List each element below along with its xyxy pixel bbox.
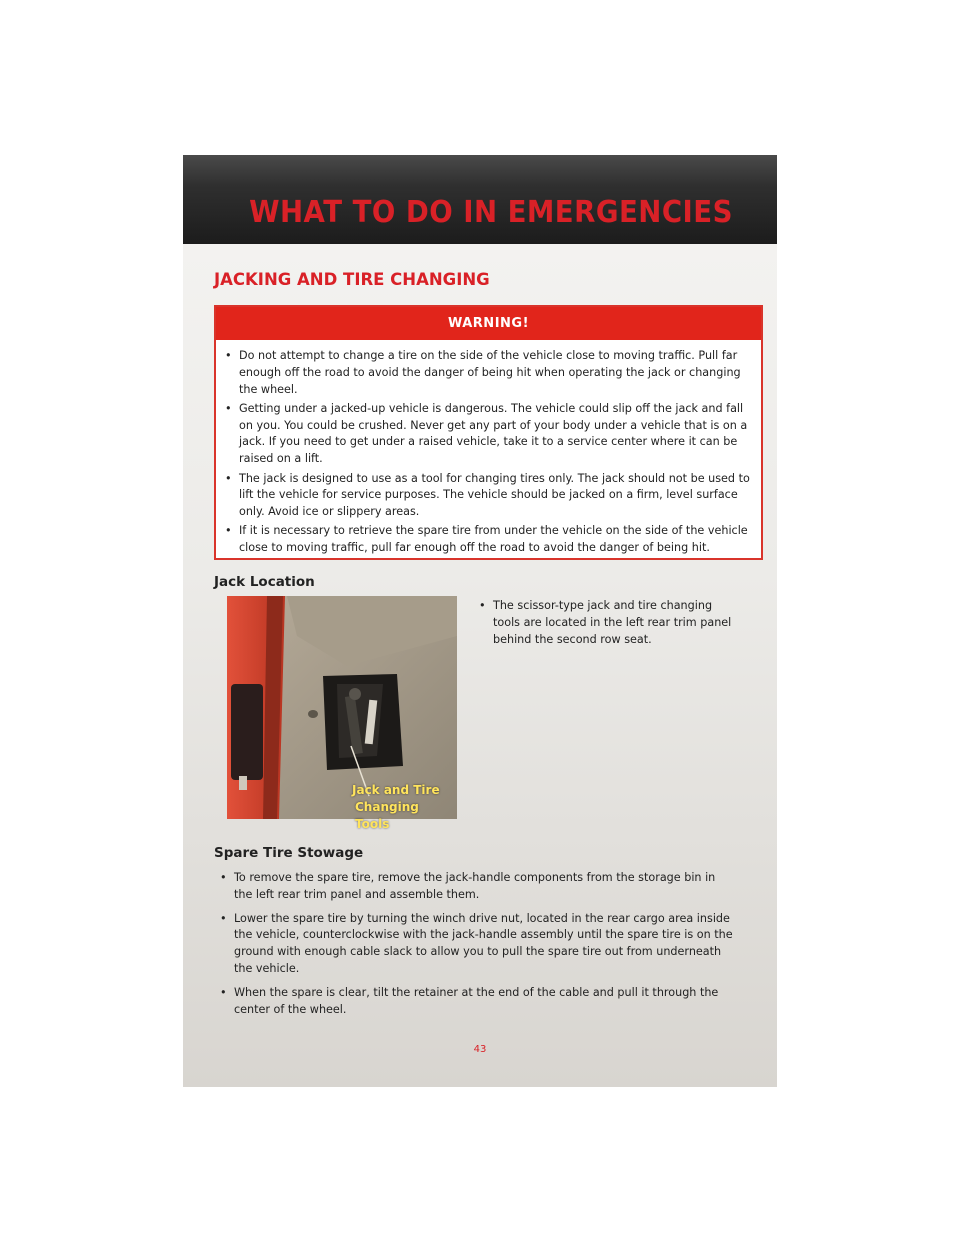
bullet-icon: • bbox=[225, 524, 232, 538]
page-header bbox=[183, 155, 777, 244]
bullet-icon: • bbox=[225, 471, 232, 485]
list-item bbox=[220, 911, 735, 978]
spare-tire-list bbox=[220, 870, 735, 1025]
list-item bbox=[220, 870, 735, 904]
bullet-icon: • bbox=[225, 349, 232, 362]
photo-label-line1: Jack and Tire bbox=[352, 783, 440, 797]
spare-tire-title: Spare Tire Stowage bbox=[214, 845, 364, 861]
photo-label-line2: Changing Tools bbox=[355, 800, 419, 831]
list-item-text: The scissor-type jack and tire changing tools are located in the left rear trim panel behind the second row seat. bbox=[493, 599, 732, 646]
warning-item bbox=[225, 471, 753, 521]
warning-list bbox=[216, 348, 761, 557]
bullet-icon: • bbox=[225, 401, 232, 415]
bullet-icon: • bbox=[220, 911, 227, 925]
warning-heading: WARNING! bbox=[216, 307, 761, 340]
warning-item-text: Getting under a jacked-up vehicle is dangerous. The vehicle could slip off the jack and fall on you. You could be crushed. Never get any part of your body under a vehicle that is on a jack. If you need to get under a raised vehicle, take it to a service center where it can be raised on a lift. bbox=[239, 401, 748, 466]
header-title: WHAT TO DO IN EMERGENCIES bbox=[249, 195, 733, 230]
photo-label bbox=[352, 782, 452, 833]
manual-page bbox=[183, 155, 777, 1087]
list-item bbox=[479, 598, 739, 648]
warning-item-text: If it is necessary to retrieve the spare tire from under the vehicle on the side of the vehicle close to moving traffic, pull far enough off the road to avoid the danger of being hit. bbox=[239, 524, 748, 555]
jack-location-photo bbox=[227, 596, 457, 831]
bullet-icon: • bbox=[479, 599, 486, 612]
bullet-icon: • bbox=[220, 871, 227, 884]
warning-item bbox=[225, 401, 753, 468]
warning-item bbox=[225, 348, 753, 398]
jack-location-title: Jack Location bbox=[214, 574, 315, 590]
warning-item bbox=[225, 523, 753, 557]
page-number: 43 bbox=[473, 1044, 487, 1055]
list-item-text: To remove the spare tire, remove the jack-handle components from the storage bin in the left rear trim panel and assemble them. bbox=[234, 871, 716, 901]
warning-item-text: The jack is designed to use as a tool for changing tires only. The jack should not be used to lift the vehicle for service purposes. The vehicle should be jacked on a firm, level surface only. Avoid ice or slippery areas. bbox=[239, 471, 750, 519]
bullet-icon: • bbox=[220, 985, 227, 999]
jack-location-list bbox=[479, 598, 739, 648]
warning-item-text: Do not attempt to change a tire on the side of the vehicle close to moving traffic. Pull far enough off the road to avoid the danger of being hit when operating the jack or changing the wheel. bbox=[239, 349, 741, 396]
section-title: JACKING AND TIRE CHANGING bbox=[214, 270, 490, 289]
warning-box bbox=[214, 305, 763, 560]
list-item-text: When the spare is clear, tilt the retainer at the end of the cable and pull it through the center of the wheel. bbox=[234, 985, 719, 1016]
list-item bbox=[220, 985, 735, 1019]
list-item-text: Lower the spare tire by turning the winch drive nut, located in the rear cargo area inside the vehicle, counterclockwise with the jack-handle assembly until the spare tire is on the ground with enough cable slack to allow you to pull the spare tire out from underneath the vehicle. bbox=[234, 911, 733, 975]
